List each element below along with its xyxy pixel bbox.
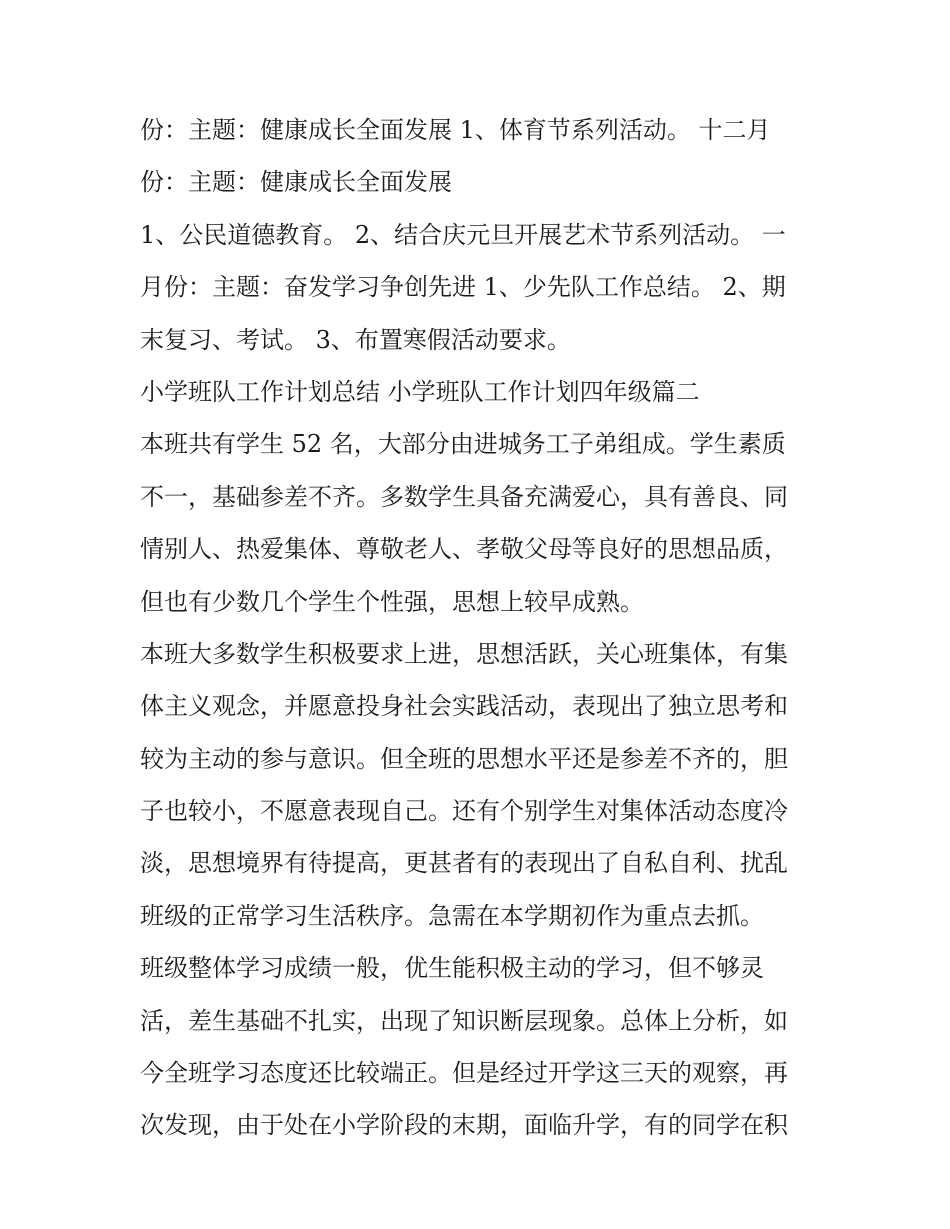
text-line-19: 今全班学习态度还比较端正。但是经过开学这三天的观察，再 [140,1059,788,1088]
text-line-9: 情别人、热爱集体、尊敬老人、孝敬父母等良好的思想品质， [140,535,788,564]
text-line-2: 份：主题：健康成长全面发展 [140,168,452,197]
text-line-17: 班级整体学习成绩一般，优生能积极主动的学习，但不够灵 [140,954,764,983]
text-line-10: 但也有少数几个学生个性强，思想上较早成熟。 [140,587,644,616]
text-line-20: 次发现，由于处在小学阶段的末期，面临升学，有的同学在积 [140,1111,788,1140]
text-line-16: 班级的正常学习生活秩序。急需在本学期初作为重点去抓。 [140,901,764,930]
text-line-5: 末复习、考试。 3、布置寒假活动要求。 [140,325,571,354]
text-line-15: 淡，思想境界有待提高，更甚者有的表现出了自私自利、扰乱 [140,849,788,878]
text-line-7: 本班共有学生 52 名，大部分由进城务工子弟组成。学生素质 [140,430,786,459]
text-line-11: 本班大多数学生积极要求上进，思想活跃，关心班集体，有集 [140,639,788,668]
text-line-3: 1、公民道德教育。 2、结合庆元旦开展艺术节系列活动。 一 [140,220,786,249]
text-line-13: 较为主动的参与意识。但全班的思想水平还是参差不齐的，胆 [140,744,788,773]
text-line-12: 体主义观念，并愿意投身社会实践活动，表现出了独立思考和 [140,692,788,721]
text-line-8: 不一，基础参差不齐。多数学生具备充满爱心，具有善良、同 [140,482,788,511]
section-heading: 小学班队工作计划总结 小学班队工作计划四年级篇二 [140,377,700,406]
document-body [140,104,820,1152]
text-line-14: 子也较小，不愿意表现自己。还有个别学生对集体活动态度冷 [140,797,788,826]
text-line-18: 活，差生基础不扎实，出现了知识断层现象。总体上分析，如 [140,1006,788,1035]
text-line-4: 月份：主题：奋发学习争创先进 1、少先队工作总结。 2、期 [140,273,786,302]
text-line-1: 份：主题：健康成长全面发展 1、体育节系列活动。 十二月 [140,116,771,144]
